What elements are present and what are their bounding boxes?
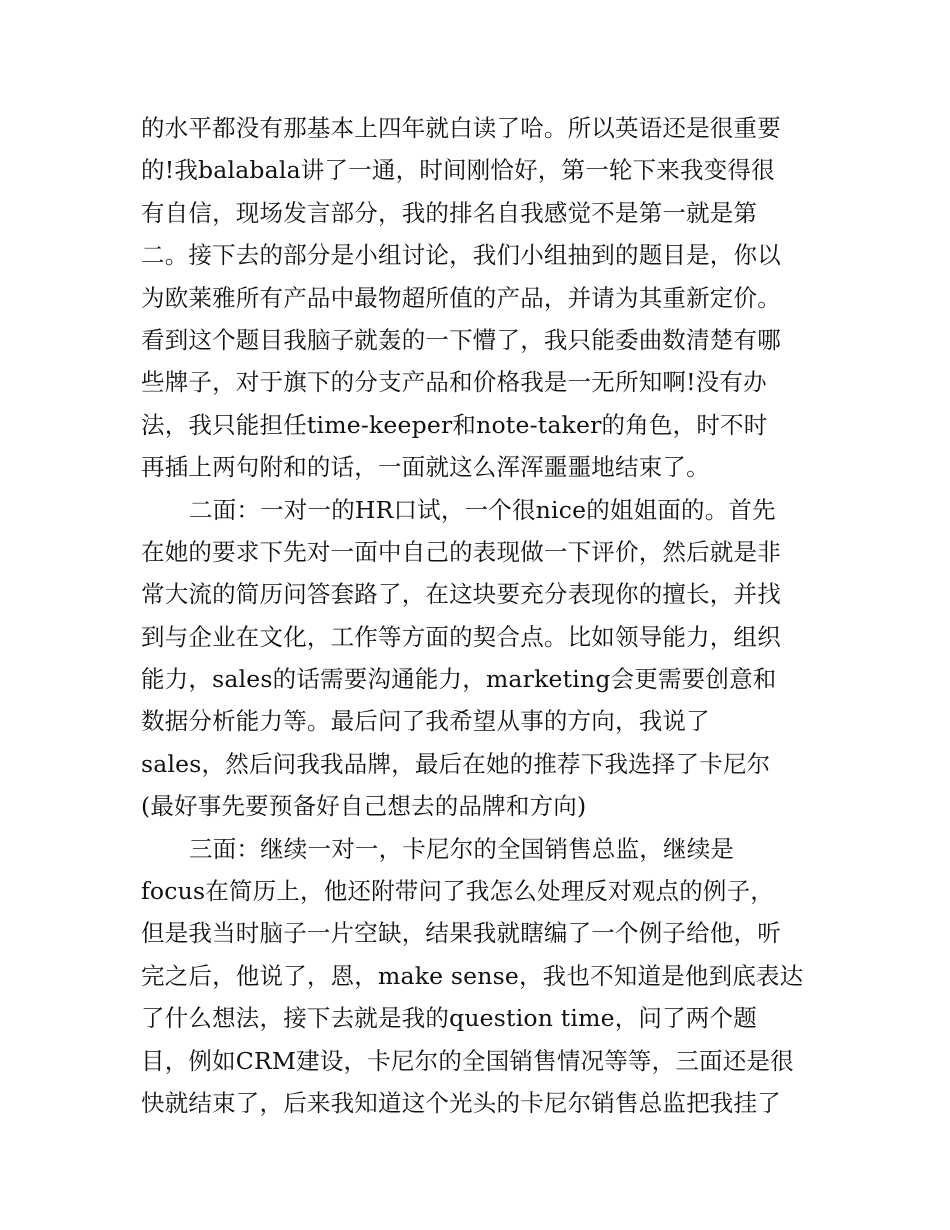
text-line: 的水平都没有那基本上四年就白读了哈。所以英语还是很重要 — [141, 114, 781, 142]
text-line: 快就结束了，后来我知道这个光头的卡尼尔销售总监把我挂了 — [141, 1088, 781, 1117]
text-line: 到与企业在文化，工作等方面的契合点。比如领导能力，组织 — [141, 622, 781, 651]
text-line: 在她的要求下先对一面中自己的表现做一下评价，然后就是非 — [141, 537, 781, 566]
text-line: 再插上两句附和的话，一面就这么浑浑噩噩地结束了。 — [141, 453, 710, 482]
text-line: 些牌子，对于旗下的分支产品和价格我是一无所知啊!没有办 — [141, 368, 767, 397]
text-line: 二面：一对一的HR口试，一个很nice的姐姐面的。首先 — [189, 495, 776, 524]
text-line: 数据分析能力等。最后问了我希望从事的方向，我说了 — [141, 707, 710, 736]
text-line: sales，然后问我我品牌，最后在她的推荐下我选择了卡尼尔 — [141, 749, 771, 778]
text-line: focus在简历上，他还附带问了我怎么处理反对观点的例子， — [141, 877, 775, 906]
body-text — [141, 107, 813, 1124]
text-line: 看到这个题目我脑子就轰的一下懵了，我只能委曲数清楚有哪 — [141, 325, 781, 354]
text-line: 目，例如CRM建设，卡尼尔的全国销售情况等等，三面还是很 — [141, 1046, 794, 1075]
text-line: 为欧莱雅所有产品中最物超所值的产品，并请为其重新定价。 — [141, 283, 781, 312]
text-line: 但是我当时脑子一片空缺，结果我就瞎编了一个例子给他，听 — [141, 919, 781, 948]
text-line: 的!我balabala讲了一通，时间刚恰好，第一轮下来我变得很 — [141, 156, 775, 185]
text-line: 法，我只能担任time-keeper和note-taker的角色，时不时 — [141, 410, 768, 439]
text-line: (最好事先要预备好自己想去的品牌和方向) — [141, 792, 587, 821]
text-line: 能力，sales的话需要沟通能力，marketing会更需要创意和 — [141, 665, 777, 694]
text-line: 有自信，现场发言部分，我的排名自我感觉不是第一就是第 — [141, 198, 758, 227]
text-line: 二。接下去的部分是小组讨论，我们小组抽到的题目是，你以 — [141, 241, 781, 270]
text-line: 了什么想法，接下去就是我的question time，问了两个题 — [141, 1004, 757, 1033]
text-line: 三面：继续一对一，卡尼尔的全国销售总监，继续是 — [189, 834, 735, 863]
text-line: 完之后，他说了，恩，make sense，我也不知道是他到底表达 — [141, 961, 804, 990]
text-line: 常大流的简历问答套路了，在这块要充分表现你的擅长，并找 — [141, 580, 781, 609]
